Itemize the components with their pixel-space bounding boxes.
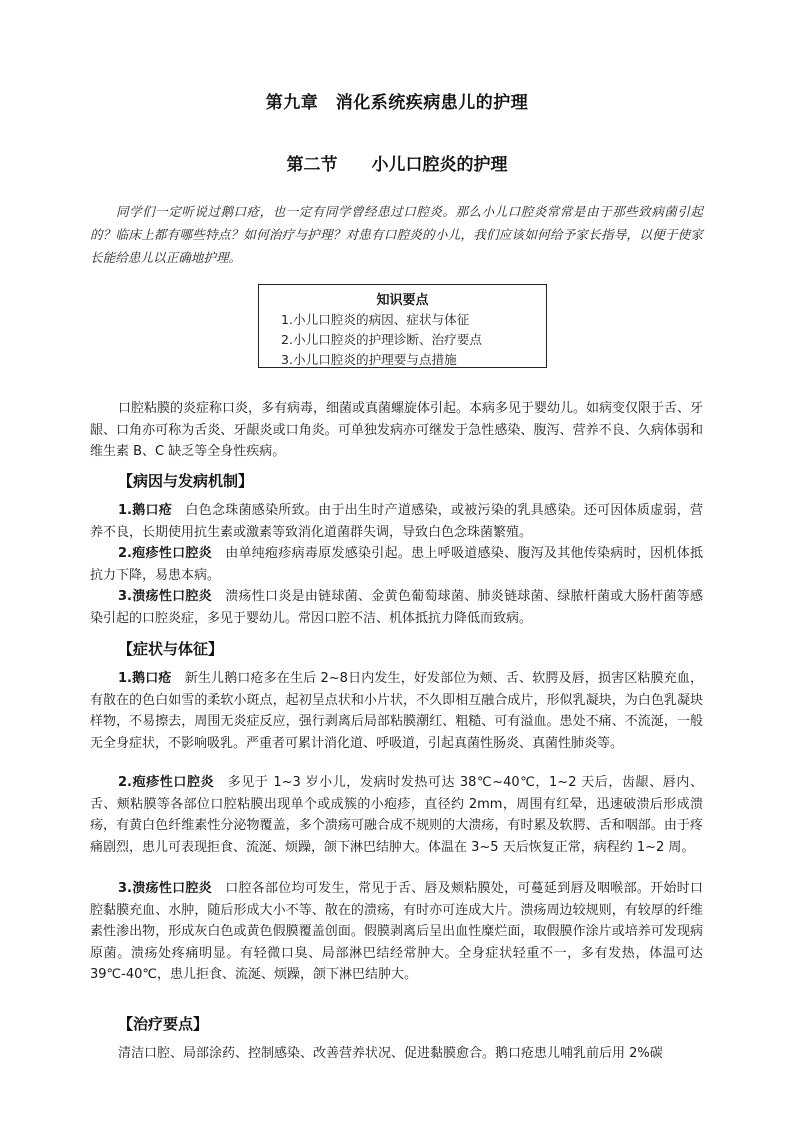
knowledge-points-title: 知识要点 (376, 293, 429, 308)
cause-term: 3.溃疡性口腔炎 (118, 589, 212, 604)
cause-item-thrush (90, 500, 703, 543)
knowledge-point-item: 2.小儿口腔炎的护理诊断、治疗要点 (281, 332, 482, 347)
knowledge-points-box (258, 284, 547, 368)
chapter-title: 第九章 消化系统疾病患儿的护理 (265, 93, 529, 113)
causes-heading: 【病因与发病机制】 (118, 472, 254, 490)
symptom-text: 口腔各部位均可发生，常见于舌、唇及颊粘膜处，可蔓延到唇及咽喉部。开始时口腔黏膜充血、水肿，随后形成大小不等、散在的溃疡，有时亦可连成大片。溃疡周边较规则，有较厚的纤维素性渗出物，形成灰白色或黄色假膜覆盖创面。假膜剥离后呈出血性糜烂面，取假膜作涂片或培养可发现病原菌。溃疡处疼痛明显。有轻微口臭、局部淋巴结经常肿大。全身症状轻重不一，多有发热，体温可达 39℃-40℃，患儿拒食、流涎、烦躁，颌下淋巴结肿大。 (90, 881, 703, 982)
symptom-term: 2.疱疹性口腔炎 (118, 775, 215, 790)
cause-text: 由单纯疱疹病毒原发感染引起。患上呼吸道感染、腹泻及其他传染病时，因机体抵抗力下降，易患本病。 (90, 546, 703, 583)
cause-term: 1.鹅口疮 (118, 503, 173, 518)
treatment-paragraph: 清洁口腔、局部涂药、控制感染、改善营养状况、促进黏膜愈合。鹅口疮患儿哺乳前后用 2%碳 (118, 1046, 663, 1061)
cause-text: 溃疡性口炎是由链球菌、金黄色葡萄球菌、肺炎链球菌、绿脓杆菌或大肠杆菌等感染引起的口腔炎症，多见于婴幼儿。常因口腔不洁、机体抵抗力降低而致病。 (90, 589, 703, 626)
symptom-item-thrush (90, 668, 703, 754)
intro-paragraph: 同学们一定听说过鹅口疮，也一定有同学曾经患过口腔炎。那么小儿口腔炎常常是由于那些致病菌引起的？临床上都有哪些特点？如何治疗与护理？对患有口腔炎的小儿，我们应该如何给予家长指导，以便于使家长能给患儿以正确地护理。 (90, 204, 703, 265)
symptom-text: 新生儿鹅口疮多在生后 2~8日内发生，好发部位为颊、舌、软腭及唇，损害区粘膜充血，有散在的色白如雪的柔软小斑点，起初呈点状和小片状，不久即相互融合成片，形似乳凝块，为白色乳凝块样物，不易擦去，周围无炎症反应，强行剥离后局部粘膜潮红、粗糙、可有溢血。患处不痛、不流涎，一般无全身症状，不影响吸乳。严重者可累计消化道、呼吸道，引起真菌性肠炎、真菌性肺炎等。 (90, 671, 703, 751)
overview-paragraph: 口腔粘膜的炎症称口炎，多有病毒，细菌或真菌螺旋体引起。本病多见于婴幼儿。如病变仅限于舌、牙龈、口角亦可称为舌炎、牙龈炎或口角炎。可单独发病亦可继发于急性感染、腹泻、营养不良、久病体弱和维生素 B、C 缺乏等全身性疾病。 (90, 401, 704, 459)
symptom-text: 多见于 1~3 岁小儿，发病时发热可达 38℃~40℃，1~2 天后，齿龈、唇内、舌、颊粘膜等各部位口腔粘膜出现单个或成簇的小疱疹，直径约 2mm，周围有红晕，迅速破溃后形成溃疡，有黄白色纤维素性分泌物覆盖，多个溃疡可融合成不规则的大溃疡，有时累及软腭、舌和咽部。由于疼痛剧烈，患儿可表现拒食、流涎、烦躁，颌下淋巴结肿大。体温在 3~5 天后恢复正常，病程约 1~2 周。 (90, 775, 704, 855)
knowledge-point-item: 3.小儿口腔炎的护理要与点措施 (281, 352, 457, 367)
symptom-term: 3.溃疡性口腔炎 (118, 881, 212, 896)
symptom-item-herpetic (90, 772, 703, 858)
symptom-item-ulcerative (90, 878, 703, 986)
cause-item-herpetic (90, 543, 703, 586)
cause-item-ulcerative (90, 586, 703, 629)
symptom-term: 1.鹅口疮 (118, 671, 172, 686)
cause-text: 白色念珠菌感染所致。由于出生时产道感染，或被污染的乳具感染。还可因体质虚弱，营养不良，长期使用抗生素或激素等致消化道菌群失调，导致白色念珠菌繁殖。 (90, 503, 703, 540)
symptoms-heading: 【症状与体征】 (118, 640, 224, 658)
knowledge-point-item: 1.小儿口腔炎的病因、症状与体征 (281, 312, 470, 327)
treatment-heading: 【治疗要点】 (118, 1015, 209, 1033)
cause-term: 2.疱疹性口腔炎 (118, 546, 212, 561)
section-title: 第二节 小儿口腔炎的护理 (286, 155, 508, 175)
